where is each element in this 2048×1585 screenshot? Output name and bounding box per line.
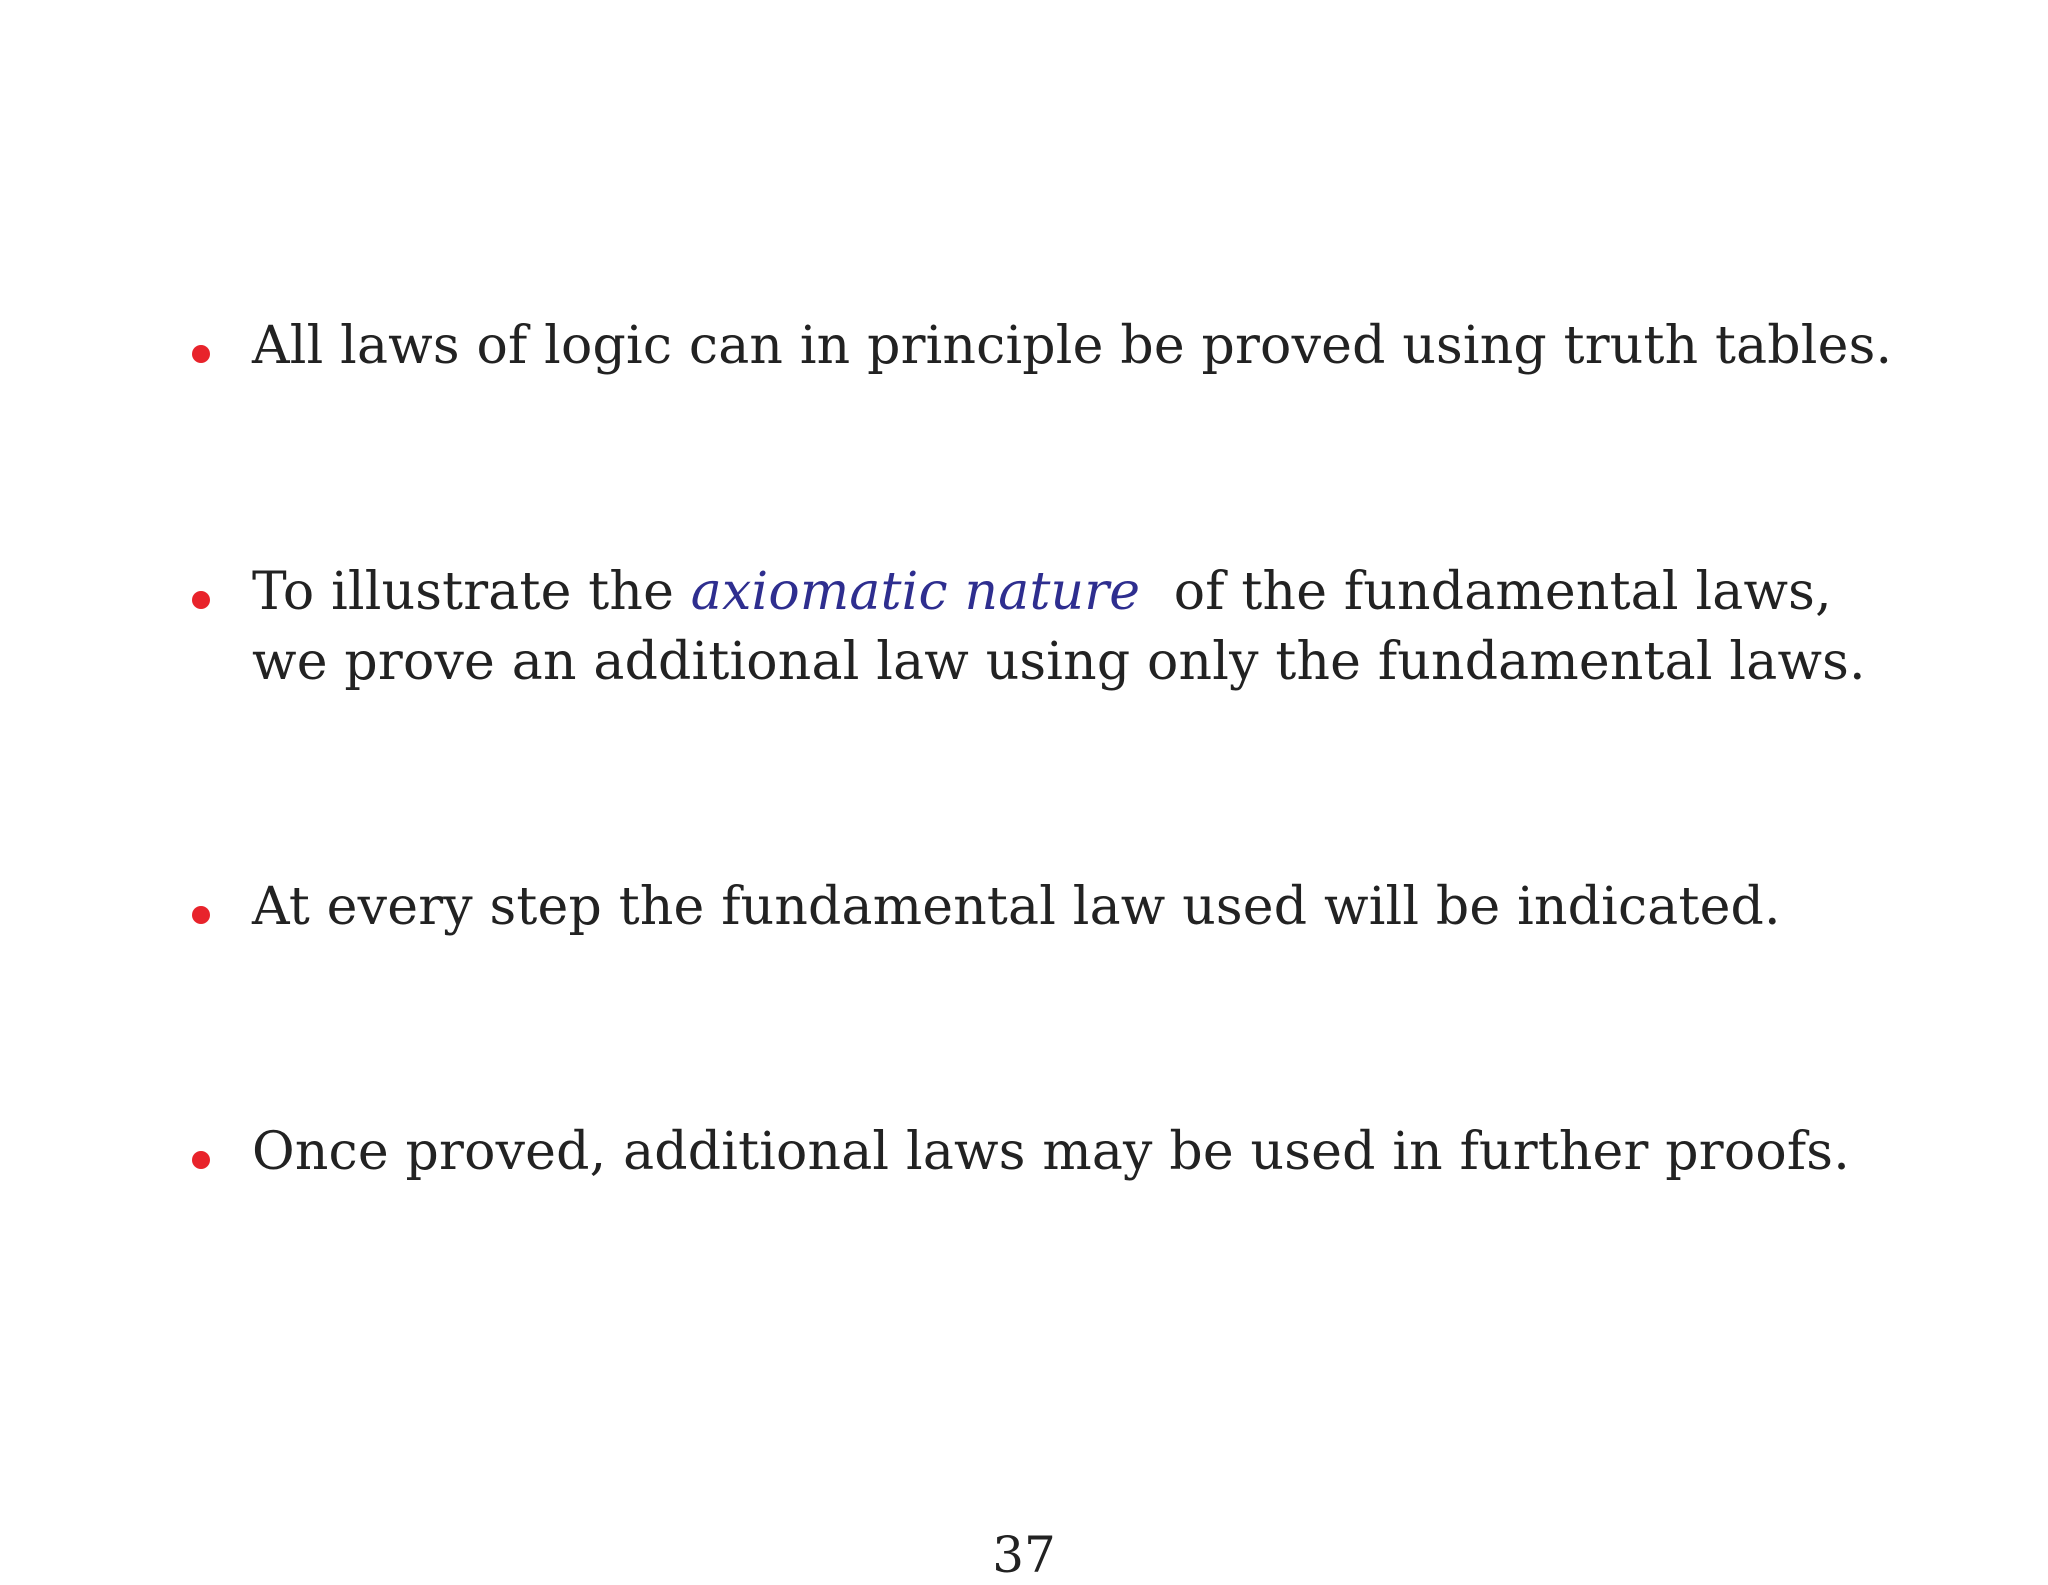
bullet-text-2-before: To illustrate the — [252, 562, 691, 622]
bullet-dot-icon — [192, 591, 210, 609]
bullet-text-2-after: of the fundamental laws, — [1140, 562, 1832, 622]
bullet-text-3: At every step the fundamental law used will be indicated. — [252, 877, 1781, 937]
bullet-dot-icon — [192, 345, 210, 363]
bullet-dot-icon — [192, 1151, 210, 1169]
bullet-dot-icon — [192, 906, 210, 924]
bullet-text-1: All laws of logic can in principle be proved using truth tables. — [252, 316, 1893, 376]
bullet-text-2 — [252, 557, 1866, 697]
emphasis-axiomatic-nature: axiomatic nature — [690, 562, 1141, 622]
page-number: 37 — [992, 1526, 1056, 1584]
bullet-text-4: Once proved, additional laws may be used in further proofs. — [252, 1122, 1850, 1182]
bullet-text-2-line2: we prove an additional law using only the fundamental laws. — [252, 632, 1866, 692]
